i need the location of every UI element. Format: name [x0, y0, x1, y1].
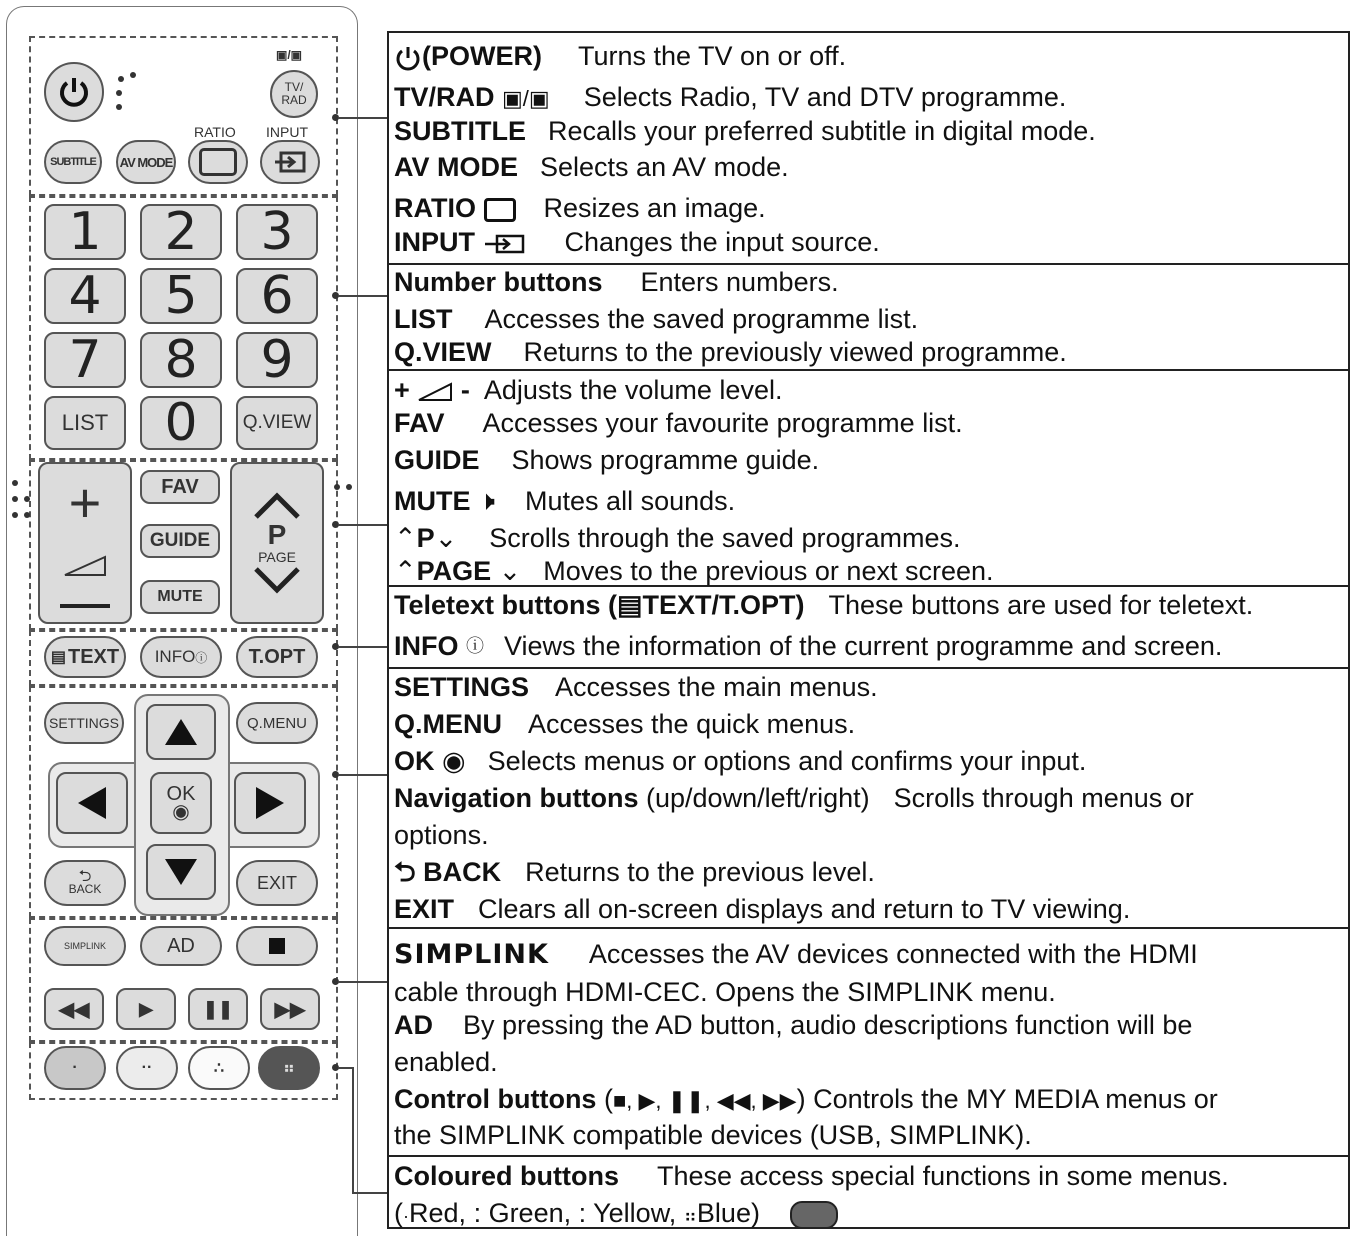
play-button[interactable]	[116, 988, 176, 1030]
blue-label: Blue)	[696, 1198, 760, 1228]
teletext-key-tail: TEXT/T.OPT)	[642, 590, 805, 620]
settings-button[interactable]: SETTINGS	[44, 702, 124, 744]
input-key: INPUT	[394, 227, 475, 257]
fav-button[interactable]: FAV	[140, 470, 220, 504]
page-text: Moves to the previous or next screen.	[543, 556, 994, 586]
pause-button[interactable]	[188, 988, 248, 1030]
input-icon	[483, 233, 527, 255]
nav-up-button[interactable]	[146, 704, 216, 760]
section-volume	[389, 371, 1348, 587]
tvrad-text: Selects Radio, TV and DTV programme.	[583, 82, 1067, 112]
ad-button[interactable]: AD	[140, 926, 222, 966]
avmode-key: AV MODE	[394, 152, 519, 182]
mute-text: Mutes all sounds.	[525, 486, 736, 516]
info-icon: ⓘ	[466, 636, 485, 656]
number-4-button[interactable]: 4	[44, 268, 126, 324]
power-icon	[56, 74, 92, 110]
number-5-button[interactable]: 5	[140, 268, 222, 324]
list-key: LIST	[394, 304, 453, 334]
mute-icon: 🕨	[478, 486, 496, 516]
fast-forward-icon: ▶▶	[274, 998, 306, 1021]
arrow-left-icon	[76, 785, 108, 821]
list-text: Accesses the saved programme list.	[484, 304, 919, 334]
chevron-down-icon	[252, 565, 302, 595]
input-label: INPUT	[266, 124, 308, 140]
number-9-button[interactable]: 9	[236, 332, 318, 388]
info-button[interactable]	[140, 636, 222, 678]
simplink-text-cont: cable through HDMI-CEC. Opens the SIMPLINK menu.	[394, 977, 1056, 1007]
program-label: P	[267, 519, 287, 550]
nav-right-button[interactable]	[234, 772, 306, 834]
topt-button[interactable]: T.OPT	[236, 636, 318, 678]
green-button[interactable]	[116, 1046, 178, 1090]
number-3-button[interactable]: 3	[236, 204, 318, 260]
number-2-button[interactable]: 2	[140, 204, 222, 260]
number-8-button[interactable]: 8	[140, 332, 222, 388]
info-icon: ⓘ	[195, 650, 208, 665]
exit-text: Clears all on-screen displays and return to TV viewing.	[478, 894, 1131, 924]
ok-label: OK	[166, 783, 196, 805]
play-icon: ▶	[139, 998, 153, 1019]
qmenu-key: Q.MENU	[394, 709, 502, 739]
stop-button[interactable]	[236, 926, 318, 966]
control-key: Control buttons	[394, 1084, 597, 1114]
blue-button-icon	[790, 1201, 838, 1229]
page-key: PAGE	[416, 556, 492, 586]
qmenu-button[interactable]: Q.MENU	[236, 702, 318, 744]
page-label: PAGE	[258, 549, 296, 565]
list-button[interactable]: LIST	[44, 396, 126, 450]
tvrad-key: TV/RAD	[394, 82, 495, 112]
coloured-text: These access special functions in some menus.	[656, 1161, 1229, 1191]
guide-key: GUIDE	[394, 445, 480, 475]
ok-button[interactable]	[150, 772, 212, 834]
nav-left-button[interactable]	[56, 772, 128, 834]
ok-text: Selects menus or options and confirms your input.	[487, 746, 1087, 776]
back-text: Returns to the previous level.	[525, 857, 875, 887]
input-icon	[273, 150, 307, 174]
rewind-icon: ◀◀	[58, 998, 90, 1021]
back-key: BACK	[423, 857, 502, 887]
back-icon: ⮌	[394, 857, 416, 887]
volume-text: Adjusts the volume level.	[483, 375, 783, 405]
green-dots-icon: ··	[141, 1059, 153, 1076]
ok-icon: ◉	[172, 801, 190, 823]
qview-key: Q.VIEW	[394, 337, 492, 367]
volume-plus-key: +	[394, 375, 410, 405]
guide-text: Shows programme guide.	[511, 445, 820, 475]
blue-button[interactable]	[258, 1046, 320, 1090]
red-button[interactable]	[44, 1046, 106, 1090]
arrow-down-icon	[163, 857, 199, 887]
coloured-key: Coloured buttons	[394, 1161, 619, 1191]
section-numbers	[389, 265, 1348, 371]
ad-text: By pressing the AD button, audio descriptions function will be	[463, 1010, 1193, 1040]
number-text: Enters numbers.	[640, 267, 839, 297]
blue-dots-icon: ⠶	[283, 1060, 295, 1077]
number-key: Number buttons	[394, 267, 603, 297]
number-1-button[interactable]: 1	[44, 204, 126, 260]
volume-down-icon	[60, 604, 110, 608]
tv-radio-icon: ▣/▣	[276, 48, 303, 62]
info-text: Views the information of the current programme and screen.	[504, 631, 1223, 661]
back-icon: ⮌	[78, 868, 92, 885]
subtitle-button[interactable]: SUBTITLE	[44, 140, 102, 184]
power-text: Turns the TV on or off.	[577, 41, 847, 71]
arrow-up-icon	[163, 717, 199, 747]
exit-button[interactable]: EXIT	[236, 860, 318, 906]
stop-icon	[269, 938, 285, 954]
pause-icon: ❚❚	[202, 998, 234, 1019]
subtitle-key: SUBTITLE	[394, 116, 526, 146]
ratio-key: RATIO	[394, 193, 476, 223]
control-text: Controls the MY MEDIA menus or	[813, 1084, 1218, 1114]
navigation-directions: (up/down/left/right)	[646, 783, 870, 813]
info-key: INFO	[394, 631, 459, 661]
ad-text-cont: enabled.	[394, 1047, 498, 1077]
ratio-icon	[199, 148, 237, 176]
program-rocker[interactable]	[230, 462, 324, 624]
fav-key: FAV	[394, 408, 445, 438]
red-dot-icon: ·	[403, 1206, 409, 1226]
info-button-label: INFO	[154, 647, 196, 666]
section-navigation	[389, 669, 1348, 929]
input-text: Changes the input source.	[564, 227, 880, 257]
qview-text: Returns to the previously viewed programme.	[523, 337, 1067, 367]
section-teletext	[389, 587, 1348, 669]
ratio-icon	[484, 198, 516, 222]
blue-dot-icon: ⠶	[683, 1206, 697, 1226]
avmode-button[interactable]: AV MODE	[116, 140, 176, 184]
rewind-button[interactable]	[44, 988, 104, 1030]
nav-down-button[interactable]	[146, 844, 216, 900]
input-button[interactable]	[260, 140, 320, 184]
exit-key: EXIT	[394, 894, 455, 924]
chevron-up-icon	[252, 491, 302, 521]
simplink-text: Accesses the AV devices connected with the HDMI	[588, 939, 1198, 969]
avmode-text: Selects an AV mode.	[540, 152, 789, 182]
ratio-button[interactable]	[188, 140, 248, 184]
caret-up-icon: ⌃	[394, 556, 417, 586]
volume-icon	[63, 555, 107, 577]
ok-key: OK	[394, 746, 435, 776]
power-button[interactable]	[44, 62, 104, 122]
power-key: (POWER)	[422, 41, 542, 71]
text-button[interactable]	[44, 636, 126, 678]
ratio-label: RATIO	[194, 124, 236, 140]
tv-radio-icon: ▣/▣	[502, 86, 550, 111]
red-label: Red,	[409, 1198, 467, 1228]
back-button-label: BACK	[68, 882, 102, 896]
yellow-dots-icon: ∴	[213, 1060, 225, 1077]
program-text: Scrolls through the saved programmes.	[489, 523, 961, 553]
subtitle-text: Recalls your preferred subtitle in digital mode.	[548, 116, 1096, 146]
teletext-icon: ▤	[617, 590, 643, 620]
navigation-text-cont: options.	[394, 820, 489, 850]
red-dots-icon: ·	[72, 1059, 78, 1076]
arrow-right-icon	[254, 785, 286, 821]
control-icons: ■, ▶, ❚❚, ◀◀, ▶▶	[612, 1088, 797, 1113]
qmenu-text: Accesses the quick menus.	[528, 709, 856, 739]
text-button-label: TEXT	[68, 645, 120, 668]
mute-button[interactable]: MUTE	[140, 580, 220, 614]
section-coloured: Coloured buttons These access special functions in some menus. (·Red, : Green, : Yellow, ⠶Blue)	[394, 1161, 1229, 1228]
power-icon	[394, 44, 422, 72]
fav-text: Accesses your favourite programme list.	[482, 408, 963, 438]
settings-text: Accesses the main menus.	[555, 672, 878, 702]
section-media: SIMPLINK Accesses the AV devices connected with the HDMI cable through HDMI-CEC. Opens the SIMPLINK menu. AD By pressing the AD button, audio descriptions function will be enabled. Control buttons (■, ▶, ❚❚, ◀◀, ▶▶) Controls the MY MEDIA menus or the SIMPLINK compatible devices (USB, SIMPLINK).	[389, 929, 1348, 1157]
ok-icon: ◉	[442, 746, 466, 776]
number-7-button[interactable]: 7	[44, 332, 126, 388]
simplink-button[interactable]: SIMPLINK	[44, 926, 126, 966]
number-6-button[interactable]: 6	[236, 268, 318, 324]
volume-up-icon: +	[68, 470, 102, 534]
back-button[interactable]	[44, 860, 126, 906]
navigation-key: Navigation buttons	[394, 783, 639, 813]
teletext-key: Teletext buttons (	[394, 590, 618, 620]
fast-forward-button[interactable]	[260, 988, 320, 1030]
yellow-label: : Yellow,	[578, 1198, 677, 1228]
volume-rocker[interactable]	[38, 462, 132, 624]
yellow-button[interactable]	[188, 1046, 250, 1090]
control-text-cont: the SIMPLINK compatible devices (USB, SIMPLINK).	[394, 1120, 1032, 1150]
caret-down-icon: ⌄	[434, 523, 458, 553]
caret-up-icon: ⌃	[394, 523, 417, 553]
section-power	[389, 33, 1348, 265]
simplink-logo: SIMPLINK	[394, 939, 549, 970]
ratio-text: Resizes an image.	[543, 193, 766, 223]
description-table	[387, 31, 1350, 1229]
volume-minus-key: -	[460, 375, 470, 405]
navigation-text: Scrolls through menus or	[893, 783, 1194, 813]
ad-key: AD	[394, 1010, 433, 1040]
qview-button[interactable]: Q.VIEW	[236, 396, 318, 450]
tvrad-button[interactable]: TV/ RAD	[270, 70, 318, 118]
number-0-button[interactable]: 0	[140, 396, 222, 450]
caret-down-icon: ⌄	[498, 556, 522, 586]
green-label: : Green,	[473, 1198, 572, 1228]
program-key: P	[416, 523, 435, 553]
volume-icon	[417, 382, 453, 402]
mute-key: MUTE	[394, 486, 471, 516]
settings-key: SETTINGS	[394, 672, 530, 702]
teletext-text: These buttons are used for teletext.	[828, 590, 1254, 620]
guide-button[interactable]: GUIDE	[140, 524, 220, 558]
teletext-icon: ▤	[50, 649, 66, 666]
